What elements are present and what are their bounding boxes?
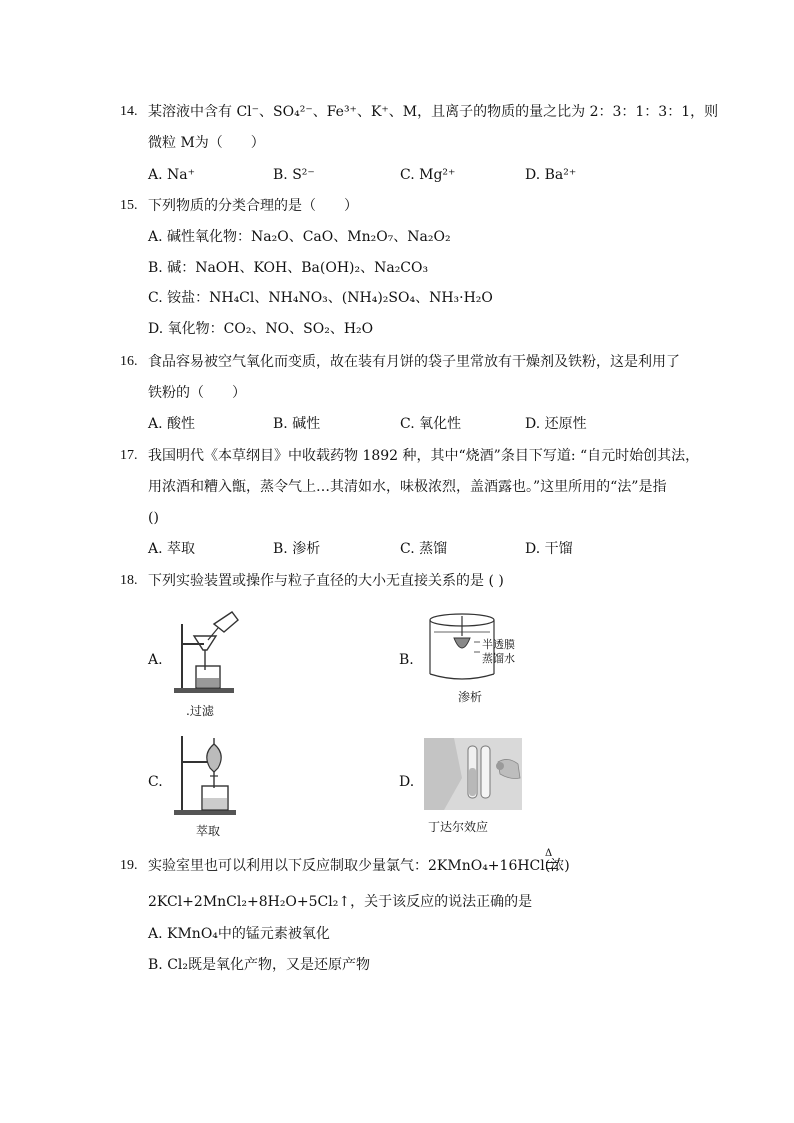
extraction-apparatus-figure bbox=[168, 732, 248, 818]
q15-option-d: D. 氧化物：CO₂、NO、SO₂、H₂O bbox=[148, 321, 374, 337]
q18-number: 18. bbox=[120, 573, 138, 588]
distilled-water-label: 蒸馏水 bbox=[482, 652, 515, 665]
q19-number: 19. bbox=[120, 858, 138, 873]
q17-stem-line1: 我国明代《本草纲目》中收载药物 1892 种，其中“烧酒”条目下写道: “自元时始创其法， bbox=[148, 448, 700, 464]
q17-option-b: B. 渗析 bbox=[273, 541, 321, 557]
q14-stem-line2: 微粒 M为（ ） bbox=[148, 135, 265, 151]
equals-sign bbox=[546, 862, 558, 869]
q14-option-b: B. S²⁻ bbox=[273, 167, 315, 183]
q17-option-a: A. 萃取 bbox=[148, 541, 196, 557]
q17-stem-line2: 用浓酒和糟入甑，蒸令气上…其清如水，味极浓烈，盖酒露也。”这里所用的“法”是指 bbox=[148, 479, 667, 495]
q18-caption-a: .过滤 bbox=[186, 704, 214, 718]
q16-option-b: B. 碱性 bbox=[273, 416, 321, 432]
q17-number: 17. bbox=[120, 448, 138, 463]
q19-option-a: A. KMnO₄中的锰元素被氧化 bbox=[148, 926, 330, 942]
q16-number: 16. bbox=[120, 354, 138, 369]
filtration-apparatus-figure bbox=[168, 604, 248, 696]
q18-stem: 下列实验装置或操作与粒子直径的大小无直接关系的是 ( ) bbox=[148, 573, 504, 589]
q15-option-c: C. 铵盐：NH₄Cl、NH₄NO₃、(NH₄)₂SO₄、NH₃·H₂O bbox=[148, 290, 493, 306]
q14-option-c: C. Mg²⁺ bbox=[400, 167, 456, 183]
q15-stem: 下列物质的分类合理的是（ ） bbox=[148, 198, 358, 214]
q15-option-b: B. 碱：NaOH、KOH、Ba(OH)₂、Na₂CO₃ bbox=[148, 260, 429, 276]
dialysis-apparatus-figure bbox=[428, 612, 532, 684]
tyndall-effect-photo bbox=[424, 738, 522, 810]
q17-option-d: D. 干馏 bbox=[525, 541, 573, 557]
q14-option-d: D. Ba²⁺ bbox=[525, 167, 577, 183]
q14-number: 14. bbox=[120, 104, 138, 119]
q18-caption-b: 渗析 bbox=[458, 690, 483, 704]
q14-stem-line1: 某溶液中含有 Cl⁻、SO₄²⁻、Fe³⁺、K⁺、M，且离子的物质的量之比为 2：3：1：3：1，则 bbox=[148, 104, 719, 120]
q18-label-b: B. bbox=[399, 652, 414, 668]
q18-caption-d: 丁达尔效应 bbox=[428, 820, 489, 834]
q16-option-c: C. 氧化性 bbox=[400, 416, 462, 432]
q16-stem-line2: 铁粉的（ ） bbox=[148, 385, 246, 401]
membrane-label: 半透膜 bbox=[482, 638, 515, 651]
q14-option-a: A. Na⁺ bbox=[148, 167, 195, 183]
q17-stem-line3: () bbox=[148, 510, 159, 526]
q16-option-a: A. 酸性 bbox=[148, 416, 196, 432]
q18-label-c: C. bbox=[148, 774, 163, 790]
q16-stem-line1: 食品容易被空气氧化而变质，故在装有月饼的袋子里常放有干燥剂及铁粉，这是利用了 bbox=[148, 354, 680, 370]
q19-option-b: B. Cl₂既是氧化产物，又是还原产物 bbox=[148, 957, 370, 973]
q19-stem-line2: 2KCl+2MnCl₂+8H₂O+5Cl₂↑，关于该反应的说法正确的是 bbox=[148, 894, 533, 910]
q17-option-c: C. 蒸馏 bbox=[400, 541, 448, 557]
q19-stem-line1: 实验室里也可以利用以下反应制取少量氯气：2KMnO₄+16HCl(浓) bbox=[148, 858, 570, 874]
q18-label-d: D. bbox=[399, 774, 415, 790]
q15-number: 15. bbox=[120, 198, 138, 213]
q16-option-d: D. 还原性 bbox=[525, 416, 587, 432]
q15-option-a: A. 碱性氧化物：Na₂O、CaO、Mn₂O₇、Na₂O₂ bbox=[148, 229, 451, 245]
q18-label-a: A. bbox=[148, 652, 163, 668]
q18-caption-c: 萃取 bbox=[196, 824, 221, 838]
delta-symbol: Δ bbox=[545, 848, 553, 859]
